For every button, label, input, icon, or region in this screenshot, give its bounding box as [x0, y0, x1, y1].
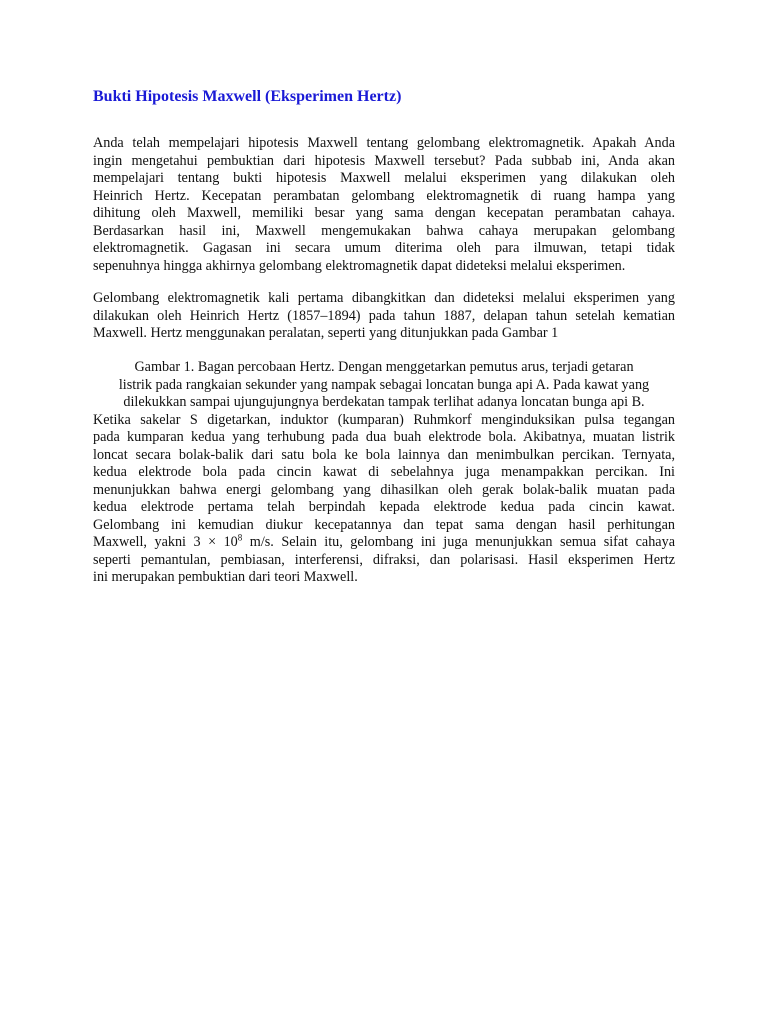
text-line: ini merupakan pembuktian dari teori Maxwell.: [93, 569, 358, 585]
text-line: Ketika sakelar S digetarkan, induktor (kumparan) Ruhmkorf menginduksikan pulsa tegangan: [93, 411, 675, 428]
text-line: seperti pemantulan, pembiasan, interferensi, difraksi, dan polarisasi. Hasil eksperimen Hertz: [93, 551, 675, 568]
text-line: Maxwell. Hertz menggunakan peralatan, seperti yang ditunjukkan pada Gambar 1: [93, 325, 559, 341]
text-line: elektromagnetik. Gagasan ini secara umum diterima oleh para ilmuwan, tetapi tidak: [93, 240, 675, 256]
text-line: kedua elektrode bola pada cincin kawat di sebelahnya juga menampakkan percikan. Ini: [93, 464, 675, 480]
exponent: 8: [237, 532, 243, 543]
text-segment: Maxwell, yakni 3 × 10: [93, 534, 238, 550]
text-line: ingin mengetahui pembuktian dari hipotesis Maxwell tersebut? Pada subbab ini, Anda akan: [93, 152, 675, 169]
text-line: Gambar 1. Bagan percobaan Hertz. Dengan menggetarkan pemutus arus, terjadi getaran: [134, 359, 634, 375]
text-line: menunjukkan bahwa energi gelombang yang dihasilkan oleh gerak bolak-balik muatan pada: [93, 481, 675, 498]
paragraph-hertz-experiment: [93, 290, 675, 343]
text-line: dilakukan oleh Heinrich Hertz (1857–1894) pada tahun 1887, delapan tahun setelah kematian: [93, 307, 675, 324]
text-line: Berdasarkan hasil ini, Maxwell mengemukakan bahwa cahaya merupakan gelombang: [93, 222, 675, 239]
text-line: dihitung oleh Maxwell, memiliki besar yang sama dengan kecepatan perambatan cahaya.: [93, 205, 675, 221]
text-line: pada kumparan kedua yang terhubung pada dua buah elektrode bola. Akibatnya, muatan listrik: [93, 429, 675, 445]
text-line: sepenuhnya hingga akhirnya gelombang elektromagnetik dapat dideteksi melalui eksperimen.: [93, 257, 626, 274]
text-line: Heinrich Hertz. Kecepatan perambatan gelombang elektromagnetik di ruang hampa yang: [93, 187, 675, 204]
text-line: mempelajari tentang bukti hipotesis Maxwell melalui eksperimen yang dilakukan oleh: [93, 170, 675, 186]
text-line: loncat secara bolak-balik dari satu bola ke bola lainnya dan menimbulkan percikan. Ternyata,: [93, 446, 675, 463]
paragraph-figure-caption: [93, 359, 675, 587]
text-line: Anda telah mempelajari hipotesis Maxwell tentang gelombang elektromagnetik. Apakah Anda: [93, 135, 675, 151]
text-segment: m/s. Selain itu, gelombang ini juga menunjukkan semua sifat cahaya: [242, 534, 675, 550]
text-line-with-superscript: [93, 534, 675, 552]
text-line: Gelombang elektromagnetik kali pertama dibangkitkan dan dideteksi melalui eksperimen yang: [93, 290, 675, 306]
paragraph-introduction: [93, 135, 675, 275]
text-line: dilekukkan sampai ujungujungnya berdekatan tampak terlihat adanya loncatan bunga api B.: [123, 394, 645, 410]
text-line: kedua elektrode pertama telah berpindah kepada elektrode kedua pada cincin kawat.: [93, 499, 675, 515]
text-line: Gelombang ini kemudian diukur kecepatannya dan tepat sama dengan hasil perhitungan: [93, 516, 675, 533]
page-title: Bukti Hipotesis Maxwell (Eksperimen Hertz): [93, 88, 402, 105]
text-line: listrik pada rangkaian sekunder yang nampak sebagai loncatan bunga api A. Pada kawat yang: [118, 376, 650, 393]
